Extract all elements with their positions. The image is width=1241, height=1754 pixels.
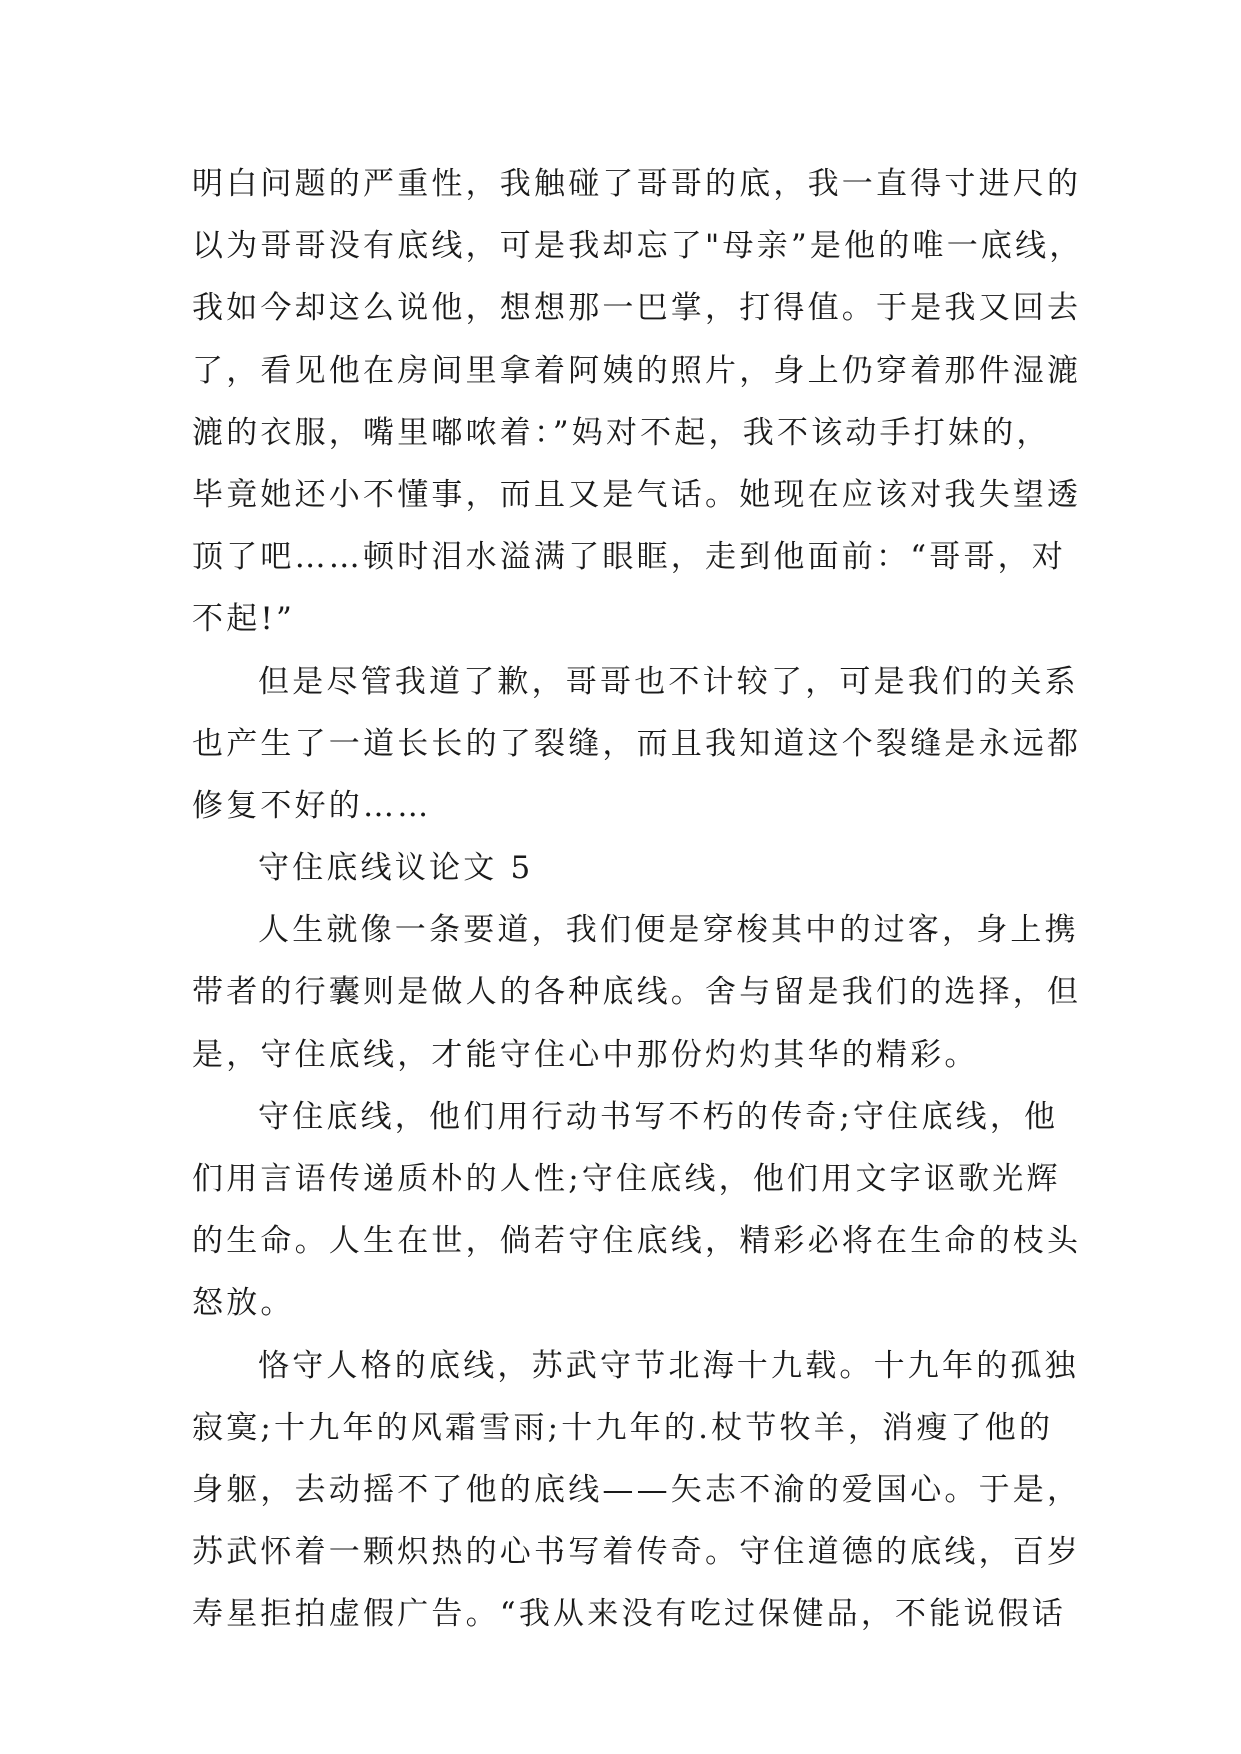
paragraph-first-line: 守住底线，他们用行动书写不朽的传奇;守住底线，他: [258, 1098, 1059, 1135]
text-line: 我如今却这么说他，想想那一巴掌，打得值。于是我又回去: [192, 290, 1082, 327]
text-line: 毕竟她还小不懂事，而且又是气话。她现在应该对我失望透: [192, 476, 1082, 513]
paragraph-first-line: 人生就像一条要道，我们便是穿梭其中的过客，身上携: [258, 912, 1079, 949]
text-line: 寂寞;十九年的风霜雪雨;十九年的.杖节牧羊，消瘦了他的: [192, 1409, 1054, 1446]
text-line: 漉的衣服，嘴里嘟哝着：”妈对不起，我不该动手打妹的，: [192, 414, 1051, 451]
text-line: 以为哥哥没有底线，可是我却忘了"母亲”是他的唯一底线，: [192, 228, 1084, 265]
text-line: 顶了吧……顿时泪水溢满了眼眶，走到他面前：“哥哥，对: [192, 539, 1067, 576]
text-line: 不起!”: [192, 601, 296, 638]
text-line: 身躯，去动摇不了他的底线——矢志不渝的爱国心。于是，: [192, 1471, 1082, 1508]
section-heading: 守住底线议论文 5: [258, 850, 534, 887]
text-line: 了，看见他在房间里拿着阿姨的照片，身上仍穿着那件湿漉: [192, 352, 1082, 389]
text-line: 们用言语传递质朴的人性;守住底线，他们用文字讴歌光辉: [192, 1161, 1061, 1197]
text-line: 带者的行囊则是做人的各种底线。舍与留是我们的选择，但: [192, 974, 1082, 1011]
text-line: 是，守住底线，才能守住心中那份灼灼其华的精彩。: [192, 1036, 979, 1073]
text-line: 明白问题的严重性，我触碰了哥哥的底，我一直得寸进尺的: [192, 166, 1082, 202]
body-text: [192, 153, 1084, 1646]
text-line: 的生命。人生在世，倘若守住底线，精彩必将在生命的枝头: [192, 1223, 1082, 1260]
paragraph-first-line: 恪守人格的底线，苏武守节北海十九载。十九年的孤独: [258, 1347, 1079, 1384]
text-line: 也产生了一道长长的了裂缝，而且我知道这个裂缝是永远都: [192, 725, 1082, 762]
text-line: 怒放。: [192, 1285, 295, 1322]
text-line: 修复不好的……: [192, 787, 432, 824]
paragraph-first-line: 但是尽管我道了歉，哥哥也不计较了，可是我们的关系: [258, 663, 1079, 700]
text-line: 寿星拒拍虚假广告。“我从来没有吃过保健品，不能说假话: [192, 1596, 1067, 1633]
text-line: 苏武怀着一颗炽热的心书写着传奇。守住道德的底线，百岁: [192, 1534, 1082, 1571]
